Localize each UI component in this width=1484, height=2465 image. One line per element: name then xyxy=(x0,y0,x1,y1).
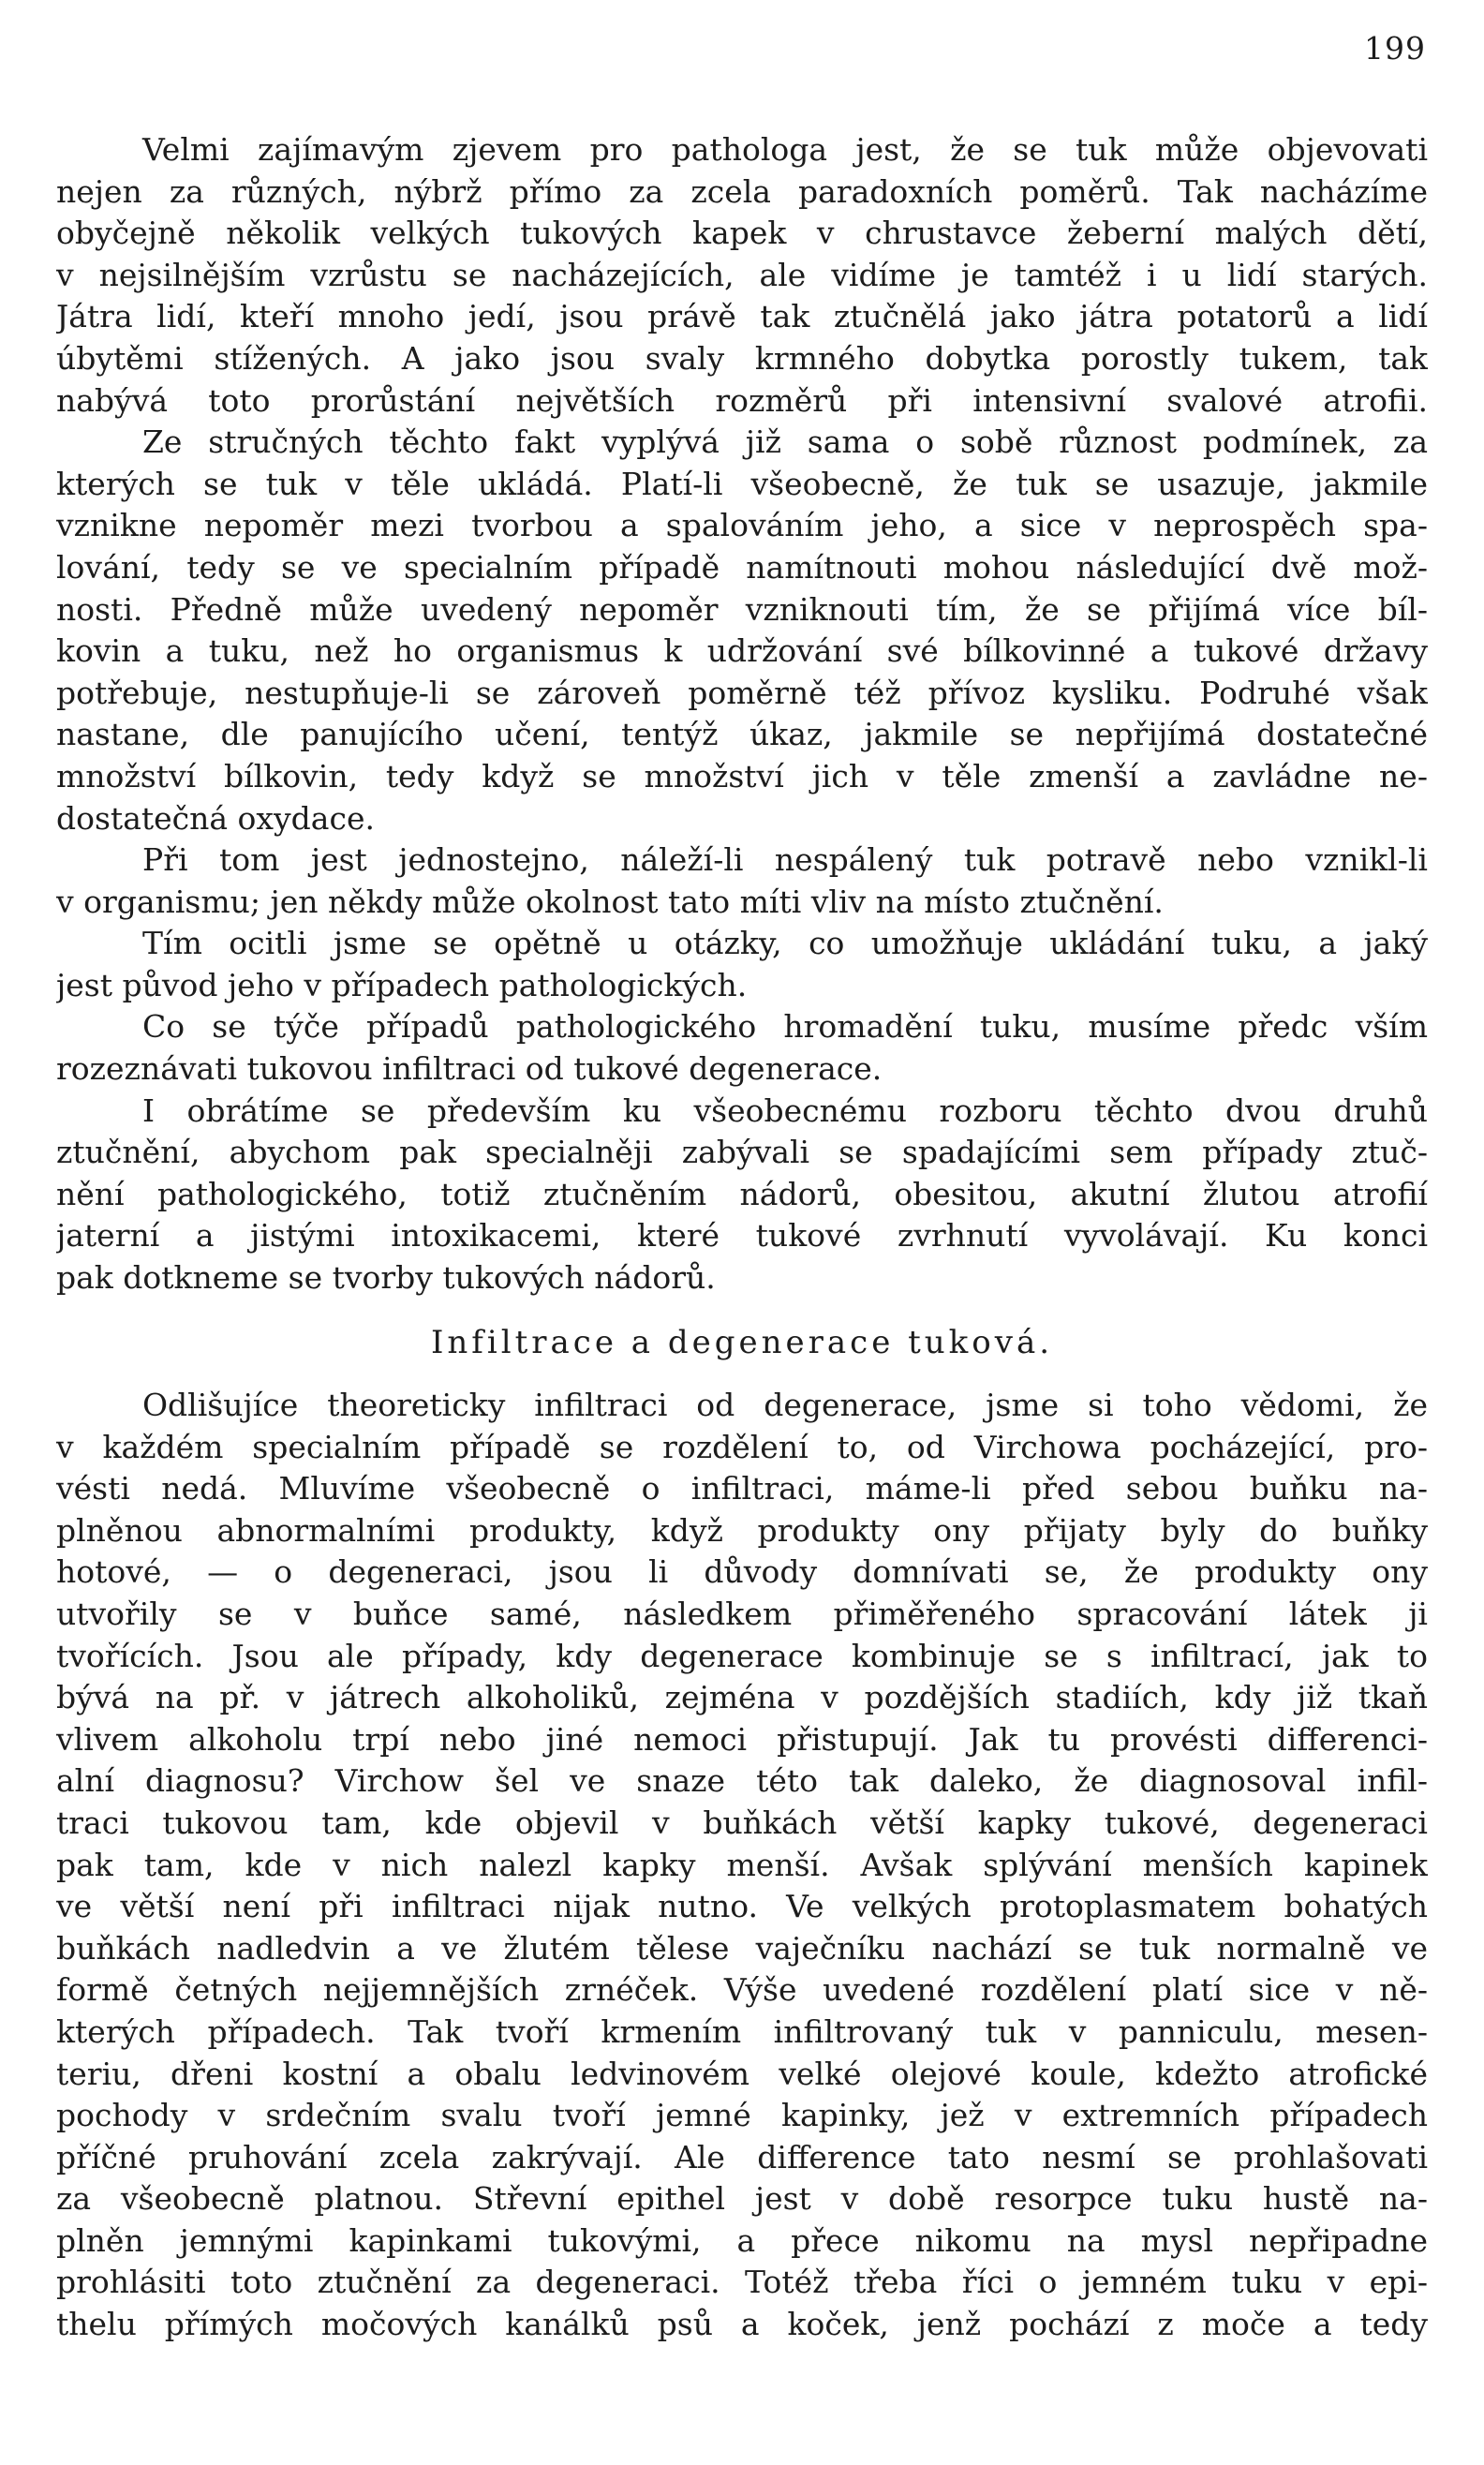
text-line: bývá na př. v játrech alkoholiků, zejména v pozdějších stadiích, kdy již tkaň xyxy=(56,1679,1428,1716)
text-line: v organismu; jen někdy může okolnost tato míti vliv na místo ztučnění. xyxy=(56,883,1164,920)
text-line: utvořily se v buňce samé, následkem přiměřeného spracování látek ji xyxy=(56,1595,1428,1632)
text-line: Tím ocitli jsme se opětně u otázky, co umožňuje ukládání tuku, a jaký xyxy=(142,925,1428,962)
text-line: kterých se tuk v těle ukládá. Platí-li všeobecně, že tuk se usazuje, jakmile xyxy=(56,465,1428,502)
text-line: jaterní a jistými intoxikacemi, které tukové zvrhnutí vyvolávají. Ku konci xyxy=(56,1217,1428,1255)
text-line: plněnou abnormalními produkty, když produkty ony přijaty byly do buňky xyxy=(56,1511,1428,1549)
text-line: Při tom jest jednostejno, náleží-li nespálený tuk potravě nebo vznikl-li xyxy=(142,841,1428,879)
page-number: 199 xyxy=(1364,30,1426,67)
text-line: pak dotkneme se tvorby tukových nádorů. xyxy=(56,1259,716,1297)
text-line: plněn jemnými kapinkami tukovými, a přece nikomu na mysl nepřipadne xyxy=(56,2221,1428,2259)
text-line: Odlišujíce theoreticky infiltraci od degenerace, jsme si toho vědomi, že xyxy=(142,1387,1428,1423)
text-line: nosti. Předně může uvedený nepoměr vzniknouti tím, že se přijímá více bíl- xyxy=(56,590,1428,628)
text-line: Velmi zajímavým zjevem pro pathologa jest, že se tuk může objevovati xyxy=(142,131,1428,168)
text-line: nejen za různých, nýbrž přímo za zcela paradoxních poměrů. Tak nacházíme xyxy=(56,172,1428,210)
body-text-section-2 xyxy=(56,1385,1428,2346)
text-line: hotové, — o degeneraci, jsou li důvody domnívati se, že produkty ony xyxy=(56,1553,1428,1591)
text-line: dostatečná oxydace. xyxy=(56,799,375,837)
text-line: I obrátíme se především ku všeobecnému rozboru těchto dvou druhů xyxy=(142,1091,1428,1129)
text-line: úbytěmi stížených. A jako jsou svaly krmného dobytka porostly tukem, tak xyxy=(56,339,1428,377)
text-line: kterých případech. Tak tvoří krmením infiltrovaný tuk v panniculu, mesen- xyxy=(56,2012,1428,2050)
body-text-section-1 xyxy=(56,129,1428,1299)
text-line: nabývá toto prorůstání největších rozměrů při intensivní svalové atrofii. xyxy=(56,381,1428,419)
text-line: Ze stručných těchto fakt vyplývá již sama o sobě různost podmínek, za xyxy=(142,423,1428,461)
text-line: nění pathologického, totiž ztučněním nádorů, obesitou, akutní žlutou atrofií xyxy=(56,1175,1428,1212)
text-line: Játra lidí, kteří mnoho jedí, jsou právě tak ztučnělá jako játra potatorů a lidí xyxy=(56,298,1428,335)
text-line: ztučnění, abychom pak specialněji zabývali se spadajícími sem případy ztuč- xyxy=(56,1134,1428,1171)
text-line: jest původ jeho v případech pathologických. xyxy=(56,966,748,1003)
text-line: potřebuje, nestupňuje-li se zároveň poměrně též přívoz kysliku. Podruhé však xyxy=(56,674,1428,711)
text-line: prohlásiti toto ztučnění za degeneraci. Totéž třeba říci o jemném tuku v epi- xyxy=(56,2264,1428,2301)
text-line: traci tukovou tam, kde objevil v buňkách větší kapky tukové, degeneraci xyxy=(56,1804,1428,1841)
text-line: za všeobecně platnou. Střevní epithel jest v době resorpce tuku hustě na- xyxy=(56,2180,1428,2218)
text-line: obyčejně několik velkých tukových kapek v chrustavce žeberní malých dětí, xyxy=(56,215,1428,252)
text-line: vlivem alkoholu trpí nebo jiné nemoci přistupují. Jak tu provésti differenci- xyxy=(56,1720,1428,1758)
text-line: příčné pruhování zcela zakrývají. Ale difference tato nesmí se prohlašovati xyxy=(56,2138,1428,2175)
text-line: Co se týče případů pathologického hromadění tuku, musíme předc vším xyxy=(142,1008,1428,1046)
text-line: vznikne nepoměr mezi tvorbou a spalováním jeho, a sice v neprospěch spa- xyxy=(56,507,1428,544)
text-line: kovin a tuku, než ho organismus k udržování své bílkovinné a tukové državy xyxy=(56,632,1428,670)
text-line: alní diagnosu? Virchow šel ve snaze této tak daleko, že diagnosoval infil- xyxy=(56,1762,1428,1800)
text-line: rozeznávati tukovou infiltraci od tukové degenerace. xyxy=(56,1050,883,1088)
text-line: množství bílkovin, tedy když se množství jich v těle zmenší a zavládne ne- xyxy=(56,757,1428,794)
text-line: v nejsilnějším vzrůstu se nacházejících, ale vidíme je tamtéž i u lidí starých. xyxy=(56,256,1428,293)
text-line: vésti nedá. Mluvíme všeobecně o infiltraci, máme-li před sebou buňku na- xyxy=(56,1470,1428,1507)
text-line: pochody v srdečním svalu tvoří jemné kapinky, jež v extremních případech xyxy=(56,2097,1428,2134)
section-heading: Infiltrace a degenerace tuková. xyxy=(430,1324,1054,1361)
text-line: tvořících. Jsou ale případy, kdy degenerace kombinuje se s infiltrací, jak to xyxy=(56,1637,1428,1674)
text-line: ve větší není při infiltraci nijak nutno. Ve velkých protoplasmatem bohatých xyxy=(56,1888,1428,1925)
text-line: buňkách nadledvin a ve žlutém tělese vaječníku nachází se tuk normalně ve xyxy=(56,1929,1428,1967)
text-line: lování, tedy se ve specialním případě namítnouti mohou následující dvě mož- xyxy=(56,548,1428,586)
text-line: v každém specialním případě se rozdělení to, od Virchowa pocházející, pro- xyxy=(56,1428,1428,1465)
text-line: teriu, dřeni kostní a obalu ledvinovém velké olejové koule, kdežto atrofické xyxy=(56,2055,1428,2092)
text-line: thelu přímých močových kanálků psů a koček, jenž pochází z moče a tedy xyxy=(56,2306,1428,2343)
text-line: formě četných nejjemnějších zrnéček. Výše uvedené rozdělení platí sice v ně- xyxy=(56,1971,1428,2009)
text-line: pak tam, kde v nich nalezl kapky menší. Avšak splývání menších kapinek xyxy=(56,1846,1428,1883)
text-line: nastane, dle panujícího učení, tentýž úkaz, jakmile se nepřijímá dostatečné xyxy=(56,716,1428,753)
